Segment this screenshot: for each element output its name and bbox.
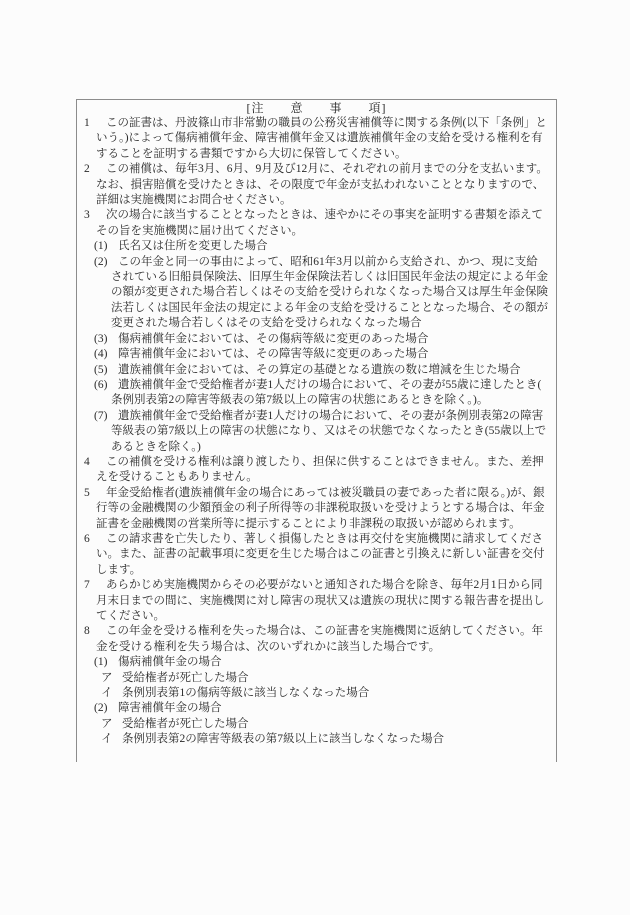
notice-item (84, 624, 549, 655)
notice-item-text: 受給権者が死亡した場合 (122, 717, 249, 730)
notice-item (84, 239, 549, 254)
notice-item-label: (5) (94, 363, 108, 376)
notice-item-text: 受給権者が死亡した場合 (122, 671, 249, 684)
notice-item-list (84, 116, 549, 748)
notice-item-label: (6) (94, 378, 108, 391)
notice-item (84, 116, 549, 162)
notice-item-label: (4) (94, 348, 108, 361)
notice-item (84, 363, 549, 378)
notice-item-text: この補償を受ける権利は譲り渡したり、担保に供することはできません。また、差押えを受けることもありません。 (96, 455, 544, 484)
notice-item-text: 年金受給権者(遺族補償年金の場合にあっては被災職員の妻であった者に限る。)が、銀行等の金融機関の少額預金の利子所得等の非課税取扱いを受けようとする場合は、年金証書を金融機関の営業所等に提示することにより非課税の取扱いが認められます。 (96, 486, 545, 530)
notice-item-label: 5 (84, 486, 90, 499)
notice-item-text: 遺族補償年金で受給権者が妻1人だけの場合において、その妻が条例別表第2の障害等級表の第7級以上の障害の状態になり、又はその状態でなくなったとき(55歳以上であるときを除く。) (111, 409, 547, 453)
notice-item-text: 障害補償年金においては、その障害等級に変更のあった場合 (118, 348, 429, 361)
notice-item-label: 7 (84, 579, 90, 592)
notice-item (84, 378, 549, 409)
notice-item-label: (7) (94, 409, 108, 422)
notice-item-text: この年金を受ける権利を失った場合は、この証書を実施機関に返納してください。年金を受ける権利を失う場合は、次のいずれかに該当した場合です。 (96, 625, 543, 653)
notice-item-label: (1) (94, 656, 108, 669)
notice-item (84, 732, 549, 747)
notice-item-label: 2 (84, 163, 90, 176)
notice-title: [注 意 事 項] (246, 101, 387, 115)
notice-item-label: ア (101, 717, 113, 730)
notice-box (76, 99, 557, 762)
notice-item-text: 傷病補償年金においては、その傷病等級に変更のあった場合 (118, 332, 429, 345)
notice-item-label: 8 (84, 625, 90, 638)
notice-item-label: (2) (94, 702, 108, 715)
notice-item-label: 4 (84, 455, 90, 468)
notice-item (84, 486, 549, 532)
notice-item-text: 次の場合に該当することとなったときは、速やかにその事実を証明する書類を添えてその旨を実施機関に届け出てください。 (96, 209, 543, 237)
notice-item-label: 6 (84, 532, 90, 545)
notice-item-label: (2) (94, 255, 108, 268)
notice-item (84, 717, 549, 732)
notice-item-label: イ (101, 687, 113, 700)
notice-item-text: 氏名又は住所を変更した場合 (118, 240, 268, 253)
notice-item-label: ア (101, 671, 113, 684)
notice-item (84, 578, 549, 624)
notice-item-text: 条例別表第2の障害等級表の第7級以上に該当しなくなった場合 (122, 733, 444, 746)
notice-item-text: 障害補償年金の場合 (118, 702, 222, 715)
notice-item-label: イ (101, 733, 113, 746)
notice-item (84, 255, 549, 332)
notice-item (84, 455, 549, 486)
notice-item (84, 162, 549, 208)
notice-item (84, 532, 549, 578)
notice-item-label: 1 (84, 117, 90, 129)
notice-item (84, 655, 549, 670)
notice-item-text: 遺族補償年金で受給権者が妻1人だけの場合において、その妻が55歳に達したとき(条例別表第2の障害等級表の第7級以上の障害の状態にあるときを除く。)。 (111, 378, 542, 407)
notice-item (84, 671, 549, 686)
notice-item-label: 3 (84, 209, 90, 222)
notice-item-label: (1) (94, 240, 108, 253)
notice-item-text: この証書は、丹波篠山市非常勤の職員の公務災害補償等に関する条例(以下「条例」という。)によって傷病補償年金、障害補償年金又は遺族補償年金の支給を受ける権利を有することを証明する書類ですから大切に保管してください。 (96, 117, 547, 160)
notice-item (84, 347, 549, 362)
notice-item-text: あらかじめ実施機関からその必要がないと通知された場合を除き、毎年2月1日から同月末日までの間に、実施機関に対し障害の現状又は遺族の現状に関する報告書を提出してください。 (96, 579, 545, 622)
notice-item (84, 686, 549, 701)
notice-item-text: この年金と同一の事由によって、昭和61年3月以前から支給され、かつ、現に支給されている旧船員保険法、旧厚生年金保険法若しくは旧国民年金法の規定による年金の額が変更された場合若しくはその支給を受けられなくなった場合又は厚生年金保険法若しくは国民年金法の規定による年金の支給を受けることとなった場合、その額が変更された場合若しくはその支給を受けられなくなった場合 (111, 255, 548, 330)
notice-item-label: (3) (94, 332, 108, 345)
notice-item-text: 条例別表第1の傷病等級に該当しなくなった場合 (122, 687, 370, 700)
notice-item-text: 遺族補償年金においては、その算定の基礎となる遺族の数に増減を生じた場合 (118, 363, 521, 376)
notice-item-text: この請求書を亡失したり、著しく損傷したときは再交付を実施機関に請求してください。また、証書の記載事項に変更を生じた場合はこの証書と引換えに新しい証書を交付します。 (96, 532, 545, 576)
notice-item-text: この補償は、毎年3月、6月、9月及び12月に、それぞれの前月までの分を支払います。なお、損害賠償を受けたときは、その限度で年金が支払われないこととなりますので、詳細は実施機関にお問合せください。 (96, 163, 548, 207)
notice-item (84, 208, 549, 239)
notice-item (84, 409, 549, 455)
notice-item-text: 傷病補償年金の場合 (118, 656, 222, 669)
notice-item (84, 332, 549, 347)
notice-item (84, 701, 549, 716)
